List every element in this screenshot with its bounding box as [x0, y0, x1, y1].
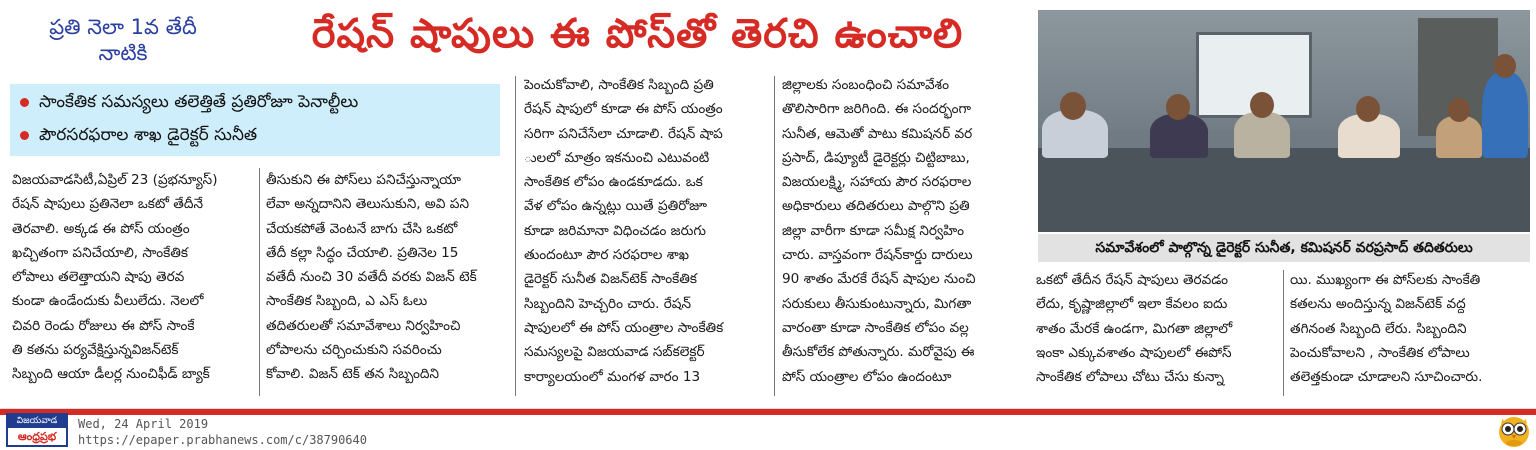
photo-caption: సమావేశంలో పాల్గొన్న డైరెక్టర్ సునీత, కమిషనర్ వరప్రసాద్ తదితరులు: [1038, 234, 1530, 262]
article-text-line: సమస్యలపై విజయవాడ సబ్‌కలెక్టర్: [524, 344, 705, 361]
article-text-line: తి కతను పర్యవేక్షిస్తున్నవిజన్‌టెక్: [12, 342, 179, 359]
article-text-line: అధికారులు తదితరులు పాల్గొని ప్రతి: [782, 198, 970, 215]
subheadline-bullet: [20, 86, 490, 119]
article-text-line: డైరెక్టర్ సునీత విజన్‌టెక్ సాంకేతిక: [524, 271, 697, 288]
article-text-line: సునీత, ఆమెతో పాటు కమిషనర్ వర: [782, 125, 973, 142]
article-column-1: [12, 168, 252, 387]
article-text-line: సిబ్బందిని హెచ్చరిం చారు. రేషన్: [524, 295, 692, 312]
photo-person-head: [1356, 96, 1380, 122]
article-text-line: పెంచుకోవాలి, సాంకేతిక సిబ్బంది ప్రతి: [524, 77, 714, 93]
photo-person-head: [1494, 54, 1516, 78]
photo-person-head: [1250, 92, 1274, 118]
article-column-6: [1290, 268, 1526, 389]
article-text-line: సాంకేతిక లోపాలు చోటు చేసు కున్నా: [1036, 369, 1224, 386]
article-text-line: షాపులలో ఈ పోస్ యంత్రాల సాంకేతిక: [524, 319, 724, 336]
column-rule: [1283, 270, 1284, 396]
article-text-line: ప్రసాద్, డిప్యూటీ డైరెక్టర్లు చిట్టిబాబు,: [782, 149, 970, 166]
newspaper-logo[interactable]: [6, 413, 68, 447]
article-text-line: ఒకటో తేదీన రేషన్ షాపులు తెరవడం: [1036, 272, 1228, 288]
photo-person: [1482, 72, 1528, 158]
subheadline-box: [10, 84, 500, 156]
headline: రేషన్ షాపులు ఈ పోస్‌తో తెరచి ఉంచాలి: [311, 11, 964, 57]
article-column-2: [266, 168, 506, 387]
subheadline-text: పౌరసరఫరాల శాఖ డైరెక్టర్ సునీత: [39, 125, 258, 145]
article-text-line: 90 శాతం మేరకే రేషన్ షాపుల నుంచి: [782, 271, 976, 288]
subheadline-text: సాంకేతిక సమస్యలు తలెత్తితే ప్రతిరోజూ పెనాల్టీలు: [39, 92, 359, 112]
photo-person-head: [1166, 94, 1190, 120]
article-text-line: శాతం మేరకే ఉండగా, మిగతా జిల్లాలో: [1036, 320, 1233, 337]
article-text-line: సాంకేతిక సిబ్బంది, ఎ ఎస్ ఓలు: [266, 293, 428, 310]
article-text-line: విజయవాడసిటీ,ఏప్రిల్ 23 (ప్రభన్యూస్): [12, 172, 218, 188]
article-text-line: తొలిసారిగా జరిగింది. ఈ సందర్భంగా: [782, 101, 972, 118]
photo-person-head: [1060, 92, 1086, 120]
article-text-line: కుండా ఉండేందుకు వీలులేదు. నెలలో: [12, 293, 204, 310]
logo-edition: విజయవాడ: [8, 415, 66, 428]
article-text-line: రేషన్ షాపులు ప్రతినెలా ఒకటో తేదీనే: [12, 196, 204, 213]
column-rule: [515, 76, 516, 396]
meeting-photo: [1038, 10, 1530, 232]
article-text-line: కూడా జరిమానా విధించడం జరుగు: [524, 222, 707, 239]
footer-red-bar: [0, 409, 1536, 415]
photo-person-head: [1448, 98, 1470, 122]
article-text-line: చేయకపోతే వెంటనే బాగు చేసి ఒకటో: [266, 220, 458, 237]
article-text-line: తీసుకుని ఈ పోస్‌లు పనిచేస్తున్నాయా: [266, 172, 462, 188]
kicker-line: ప్రతి నెలా 1వ తేదీ: [49, 15, 197, 39]
article-text-line: పెంచుకోవాలని , సాంకేతిక లోపాలు: [1290, 344, 1470, 361]
article-column-3: [524, 73, 766, 389]
kicker-line: నాటికి: [98, 41, 148, 65]
photo-person: [1150, 114, 1208, 158]
article-text-line: చివరి రెండు రోజులు ఈ పోస్ సాంకే: [12, 317, 195, 334]
article-text-line: సరుకులు తీసుకుంటున్నారు, మిగతా: [782, 295, 972, 312]
article-text-line: లోపాలను చర్చించుకుని సవరించు: [266, 342, 442, 359]
article-text-line: తదితరులతో సమావేశాలు నిర్వహించి: [266, 317, 461, 334]
article-text-line: తలెత్తకుండా చూడాలని సూచించారు.: [1290, 369, 1483, 386]
logo-title: ఆంధ్రప్రభ: [17, 430, 57, 443]
article-text-line: సిబ్బంది ఆయా డీలర్ల నుంచిఫీడ్ బ్యాక్: [12, 366, 210, 383]
photo-person: [1234, 112, 1290, 158]
article-text-line: లేదు, కృష్ణాజిల్లాలో ఇలా కేవలం ఐదు: [1036, 296, 1228, 313]
owl-mascot-icon[interactable]: [1497, 410, 1531, 448]
article-text-line: రేషన్ షాపులో కూడా ఈ పోస్ యంత్రం: [524, 101, 723, 118]
article-text-line: యి. ముఖ్యంగా ఈ పోస్‌లకు సాంకేతి: [1290, 272, 1481, 288]
article-text-line: కోవాలి. విజన్ టెక్ తన సిబ్బందిని: [266, 366, 440, 383]
bullet-dot-icon: [20, 131, 29, 140]
article-text-line: వారంతా కూడా సాంకేతిక లోపం వల్ల: [782, 319, 969, 336]
photo-table: [1038, 148, 1530, 232]
article-text-line: విజయలక్ష్మి, సహాయ పౌర సరఫరాల: [782, 174, 972, 191]
article-text-line: జిల్లా వారీగా కూడా సమీక్ష నిర్వహిం: [782, 222, 964, 239]
article-text-line: జిల్లాలకు సంబంధించి సమావేశం: [782, 77, 949, 93]
article-text-line: తేదీ కల్లా సిద్ధం చేయాలి. ప్రతినెల 15: [266, 244, 459, 261]
article-text-line: లోపాలు తలెత్తాయని షాపు తెరవ: [12, 269, 185, 286]
article-url-link[interactable]: https://epaper.prabhanews.com/c/38790640: [78, 433, 367, 447]
bullet-dot-icon: [20, 98, 29, 107]
subheadline-bullet: [20, 119, 490, 152]
article-text-line: కతలను అందిస్తున్న విజన్‌టెక్ వద్ద: [1290, 296, 1466, 313]
article-text-line: సాంకేతిక లోపం ఉండకూడదు. ఒక: [524, 174, 703, 191]
column-rule: [774, 76, 775, 396]
article-text-line: వేళ లోపం ఉన్నట్లు యితే ప్రతిరోజూ: [524, 198, 708, 215]
article-text-line: సరిగా పనిచేసేలా చూడాలి. రేషన్ షాప: [524, 125, 723, 142]
article-text-line: తగినంత సిబ్బంది లేరు. సిబ్బందిని: [1290, 320, 1467, 337]
article-text-line: వతేదీ నుంచి 30 వతేదీ వరకు విజన్ టెక్: [266, 269, 477, 286]
article-text-line: కార్యాలయంలో మంగళ వారం 13: [524, 368, 701, 385]
edition-date: Wed, 24 April 2019: [78, 417, 209, 431]
article-text-line: ఇంకా ఎక్కువశాతం షాపులలో ఈపోస్: [1036, 344, 1232, 361]
column-rule: [259, 168, 260, 396]
article-text-line: తెరవాలి. అక్కడ ఈ పోస్ యంత్రం: [12, 220, 190, 237]
article-text-line: ఖచ్చితంగా పనిచేయాలి, సాంకేతిక: [12, 244, 189, 261]
article-text-line: పోస్ యంత్రాల లోపం ఉందంటూ: [782, 368, 952, 385]
kicker: [18, 14, 228, 66]
article-column-4: [782, 73, 1024, 389]
article-text-line: తీసుకోలేక పోతున్నారు. మరోవైపు ఈ: [782, 344, 975, 361]
article-text-line: ులలో మాత్రం ఇకనుంచి ఎటువంటి: [524, 149, 710, 166]
article-text-line: చారు. వాస్తవంగా రేషన్‌కార్డు దారులు: [782, 247, 973, 264]
article-text-line: లేవా అన్నదానిని తెలుసుకుని, అవి పని: [266, 196, 469, 213]
epaper-footer: [0, 408, 1536, 450]
article-text-line: తుందంటూ పౌర సరఫరాల శాఖ: [524, 247, 689, 264]
photo-person: [1436, 116, 1482, 158]
article-column-5: [1036, 268, 1272, 389]
